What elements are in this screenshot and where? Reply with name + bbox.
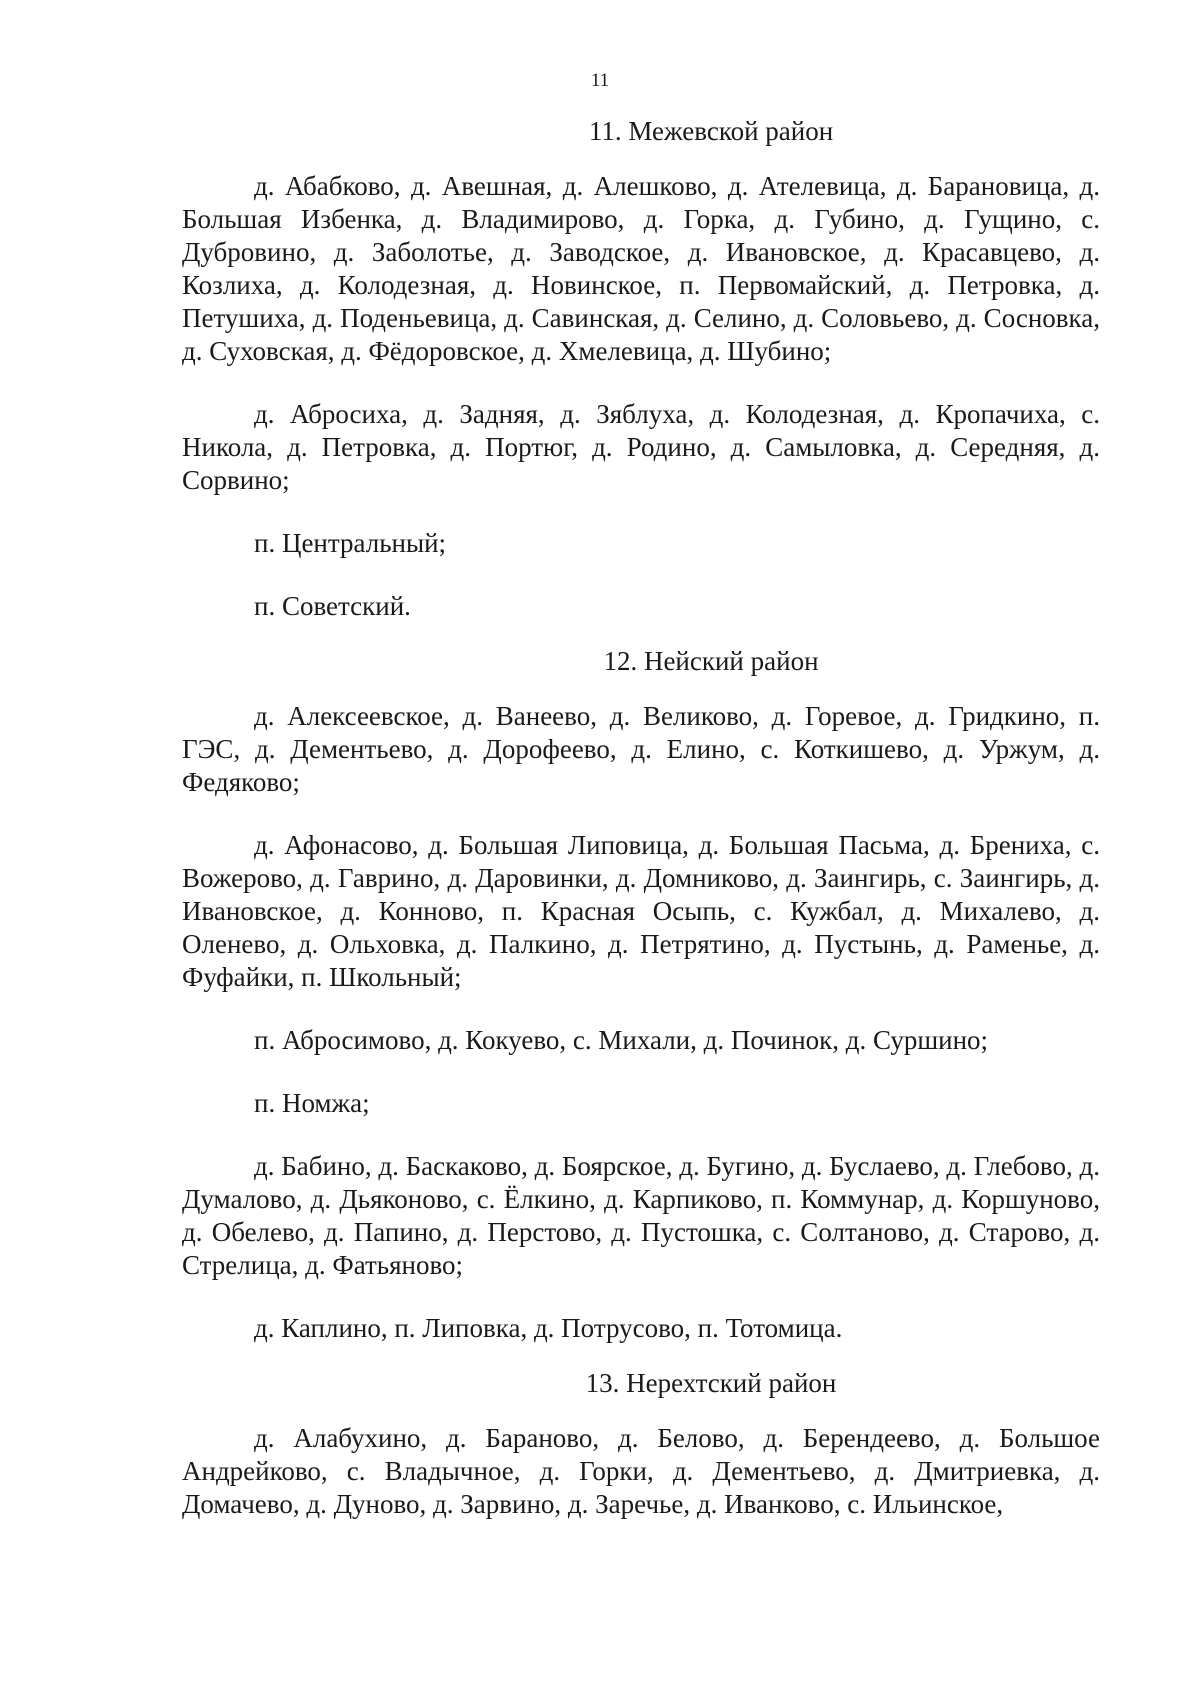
section-title: 12. Нейский район xyxy=(603,646,819,676)
section-title: 13. Нерехтский район xyxy=(585,1368,837,1398)
paragraph: д. Абросиха, д. Задняя, д. Зяблуха, д. Колодезная, д. Кропачиха, с. Никола, д. Петровка, д. Портюг, д. Родино, д. Самыловка, д. Середняя, д. Сорвино; xyxy=(182,399,1100,495)
document-body xyxy=(182,115,1100,1551)
paragraph: д. Абабково, д. Авешная, д. Алешково, д. Ателевица, д. Барановица, д. Большая Избенка, д. Владимирово, д. Горка, д. Губино, д. Гущино, с. Дубровино, д. Заболотье, д. Заводское, д. Ивановское, д. Красавцево, д. Козлиха, д. Колодезная, д. Новинское, п. Первомайский, д. Петровка, д. Петушиха, д. Поденьевица, д. Савинская, д. Селино, д. Соловьево, д. Сосновка, д. Суховская, д. Фёдоровское, д. Хмелевица, д. Шубино; xyxy=(182,171,1100,366)
paragraph: п. Советский. xyxy=(254,591,411,621)
paragraph: п. Абросимово, д. Кокуево, с. Михали, д. Починок, д. Суршино; xyxy=(254,1025,989,1055)
section-neysky xyxy=(182,645,1100,1345)
section-mezhevskoy xyxy=(182,115,1100,623)
paragraph: д. Каплино, п. Липовка, д. Потрусово, п. Тотомица. xyxy=(254,1313,843,1343)
paragraph: д. Бабино, д. Баскаково, д. Боярское, д. Бугино, д. Буслаево, д. Глебово, д. Думалово, д. Дьяконово, с. Ёлкино, д. Карпиково, п. Коммунар, д. Коршуново, д. Обелево, д. Папино, д. Перстово, д. Пустошка, с. Солтаново, д. Старово, д. Стрелица, д. Фатьяново; xyxy=(182,1151,1100,1280)
section-title: 11. Межевской район xyxy=(588,116,834,146)
paragraph: д. Алексеевское, д. Ванеево, д. Великово, д. Горевое, д. Гридкино, п. ГЭС, д. Дементьево, д. Дорофеево, д. Елино, с. Коткишево, д. Уржум, д. Федяково; xyxy=(182,701,1100,797)
paragraph: п. Номжа; xyxy=(254,1088,370,1118)
paragraph: д. Афонасово, д. Большая Липовица, д. Большая Пасьма, д. Брениха, с. Вожерово, д. Гаврино, д. Даровинки, д. Домниково, д. Заингирь, с. Заингирь, д. Ивановское, д. Конново, п. Красная Осыпь, с. Кужбал, д. Михалево, д. Оленево, д. Ольховка, д. Палкино, д. Петрятино, д. Пустынь, д. Раменье, д. Фуфайки, п. Школьный; xyxy=(182,830,1100,992)
paragraph: д. Алабухино, д. Бараново, д. Белово, д. Берендеево, д. Большое Андрейково, с. Владычное, д. Горки, д. Дементьево, д. Дмитриевка, д. Домачево, д. Дуново, д. Зарвино, д. Заречье, д. Иванково, с. Ильинское, xyxy=(182,1423,1100,1519)
page-number: 11 xyxy=(590,70,610,91)
paragraph: п. Центральный; xyxy=(254,528,447,558)
section-nerekhtsky xyxy=(182,1367,1100,1521)
